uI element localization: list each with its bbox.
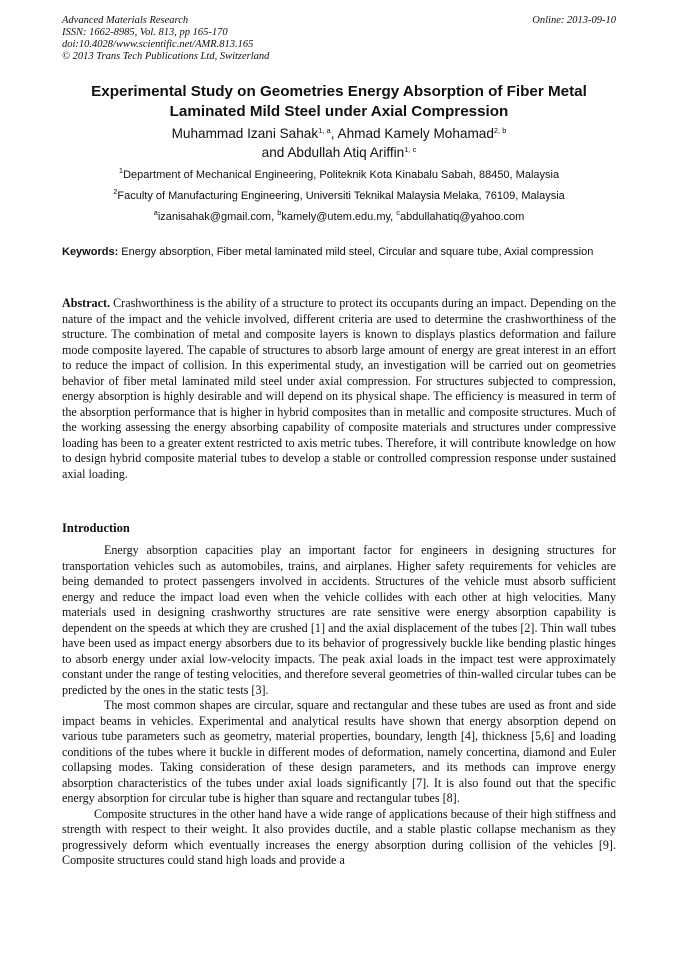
author-separator: ,: [330, 126, 338, 141]
doi-line: doi:10.4028/www.scientific.net/AMR.813.165: [62, 39, 254, 50]
email-address: izanisahak@gmail.com,: [157, 211, 278, 223]
affiliation-text: Department of Mechanical Engineering, Politeknik Kota Kinabalu Sabah, 88450, Malaysia: [123, 169, 560, 181]
email-address: kamely@utem.edu.my,: [281, 211, 397, 223]
email-marker: a: [153, 208, 158, 217]
author-name: Ahmad Kamely Mohamad: [337, 126, 494, 141]
author-name: Abdullah Atiq Ariffin: [287, 145, 405, 160]
author-affiliation-marker: 2, b: [493, 126, 507, 135]
email-marker: b: [277, 208, 282, 217]
email-list: [62, 210, 616, 224]
abstract-block: [62, 296, 616, 482]
affiliation: [62, 189, 616, 203]
email-address: abdullahatiq@yahoo.com: [400, 211, 525, 223]
author-conjunction: and: [261, 145, 288, 160]
paragraph: The most common shapes are circular, square and rectangular and these tubes are used as front and side impact beams in vehicles. Experimental and analytical results have shown that energy absorption depend on various tube parameters such as geometry, material properties, boundary, length [4], thickness [5,6] and loading conditions of the tubes where it buckle in different modes of deformation, namely concertina, diamond and Euler collapsing modes. Taking consideration of these design parameters, and its methods can improve energy absorption characteristics of the tubes under axial loads significantly [7]. It is also found out that the specific energy absorption for circular tube is higher than square and rectangular tubes [8].: [62, 698, 616, 805]
author-affiliation-marker: 1, a: [318, 126, 331, 135]
author-name: Muhammad Izani Sahak: [171, 126, 319, 141]
journal-name: Advanced Materials Research: [62, 15, 189, 26]
author-affiliation-marker: 1, c: [404, 145, 417, 154]
online-date: Online: 2013-09-10: [532, 15, 616, 26]
paragraph: Energy absorption capacities play an important factor for engineers in designing structures for transportation vehicles such as automobiles, trains, and airplanes. Higher safety requirements for vehicles are being demanded to protect passengers involved in accidents. Structures of the vehicle must absorb sufficient energy and reduce the impact load even when the vehicle collides with each other at high velocities. Many materials used in designing crashworthy structures are rate sensitive were energy absorption capability is dependent on the speeds at which they are crushed [1] and the axial displacement of the tubes [2]. Thin wall tubes have been used as impact energy absorbers due to its behavior of progressively buckle like bending plastic hinges to absorb energy under axial low-velocity impacts. The peak axial loads in the impact test were approximately constant under the range of testing velocities, and therefore several geometries of thin-walled circular tubes can be predicted by the ones in the static tests [3].: [62, 543, 616, 697]
abstract-label: Abstract.: [62, 296, 111, 310]
copyright-line: © 2013 Trans Tech Publications Ltd, Switzerland: [62, 51, 270, 62]
journal-header: [62, 15, 616, 63]
keywords-block: [62, 246, 616, 259]
issn-line: ISSN: 1662-8985, Vol. 813, pp 165-170: [62, 27, 228, 38]
affiliation-text: Faculty of Manufacturing Engineering, Universiti Teknikal Malaysia Melaka, 76109, Malaysia: [117, 190, 565, 202]
email-marker: c: [396, 208, 401, 217]
keywords-text: Energy absorption, Fiber metal laminated mild steel, Circular and square tube, Axial compression: [118, 246, 594, 258]
affiliation-marker: 1: [118, 166, 124, 175]
affiliation: [62, 168, 616, 182]
affiliation-marker: 2: [113, 187, 118, 196]
abstract-text: Crashworthiness is the ability of a structure to protect its occupants during an impact. Depending on the nature of the impact and the vehicle involved, different criteria are used to determine the crashworthiness of the structure. The combination of metal and composite layers is known to displays plastics deformation and failure mode composite layered. The capable of structures to absorb large amount of energy are great interest in an effort to reduce the impact of collision. In this experimental study, an investigation will be carried out on geometries behavior of fiber metal laminated mild steel under axial compression. For structures subjected to compression, energy absorption is highly desirable and will depend on its physical shape. The efficiency is measured in term of the absorption performance that is higher in hybrid composites than in metallic and composite structures. Much of the working assessing the energy absorbing capability of composite materials and structures under compressive loading has been to a greater extent restricted to axis metric tubes. Therefore, it will contribute knowledge on how to design hybrid composite material tubes to develop a stable or controlled compression response under sustained axial loading.: [62, 296, 616, 481]
keywords-label: Keywords:: [62, 246, 119, 258]
author-list: [90, 124, 588, 162]
section-heading-introduction: Introduction: [62, 521, 130, 535]
introduction-body: [62, 543, 616, 869]
paper-title: Experimental Study on Geometries Energy Absorption of Fiber Metal Laminated Mild Steel under Axial Compression: [91, 83, 587, 120]
paragraph: Composite structures in the other hand have a wide range of applications because of their high stiffness and strength with respect to their weight. It also provides ductile, and a stable plastic collapse mechanism as they progressively deform which eventually increases the energy absorption during collision of the vehicles [9]. Composite structures could stand high loads and provide a: [62, 806, 616, 867]
